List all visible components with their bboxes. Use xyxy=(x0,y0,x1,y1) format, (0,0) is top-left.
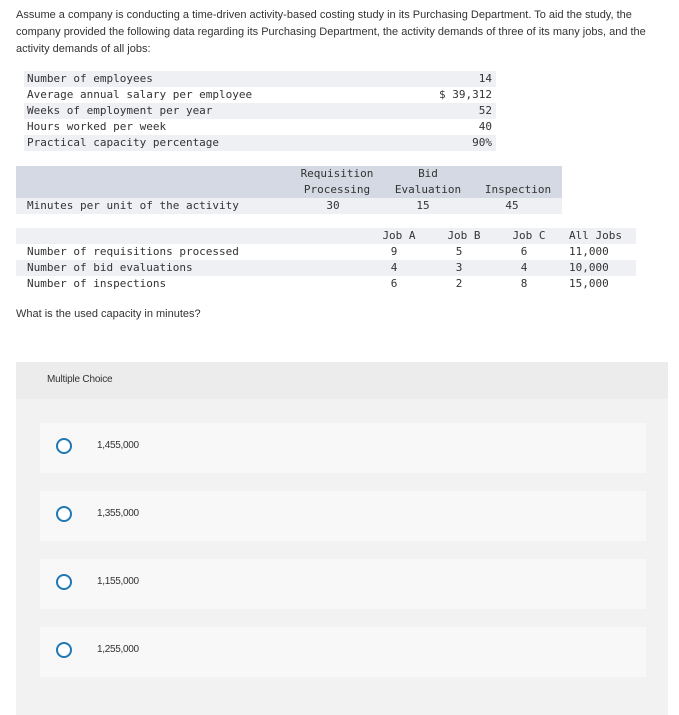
dept-row-label: Average annual salary per employee xyxy=(27,88,253,101)
cell-all-jobs: 11,000 xyxy=(569,245,609,258)
header-bid-evaluation: Bid Evaluation xyxy=(394,167,462,196)
cell-job-a: 4 xyxy=(390,261,398,274)
header-job-a: Job A xyxy=(382,229,416,242)
choice-option[interactable] xyxy=(40,559,646,609)
choice-label: 1,455,000 xyxy=(97,440,139,451)
dept-row xyxy=(24,71,496,87)
header-all-jobs: All Jobs xyxy=(569,229,622,242)
radio-button-icon[interactable] xyxy=(56,506,72,522)
dept-row xyxy=(24,87,496,103)
dept-row xyxy=(24,119,496,135)
multiple-choice-title: Multiple Choice xyxy=(47,374,113,385)
cell-job-c: 8 xyxy=(520,277,528,290)
choice-option[interactable] xyxy=(40,627,646,677)
header-requisition-processing: Requisition Processing xyxy=(300,167,374,196)
dept-row-label: Number of employees xyxy=(27,72,153,85)
choice-label: 1,355,000 xyxy=(97,508,139,519)
choice-label: 1,155,000 xyxy=(97,576,139,587)
dept-row-value: 40 xyxy=(478,120,492,133)
cell-all-jobs: 15,000 xyxy=(569,277,609,290)
dept-row xyxy=(24,103,496,119)
radio-button-icon[interactable] xyxy=(56,438,72,454)
minutes-requisition: 30 xyxy=(326,199,340,212)
header-inspection: Inspection xyxy=(484,183,552,196)
radio-button-icon[interactable] xyxy=(56,642,72,658)
cell-job-a: 9 xyxy=(390,245,398,258)
cell-job-a: 6 xyxy=(390,277,398,290)
jobs-row-label: Number of bid evaluations xyxy=(27,261,193,274)
dept-row-value: 52 xyxy=(478,104,492,117)
minutes-row-label: Minutes per unit of the activity xyxy=(27,199,239,212)
cell-job-b: 2 xyxy=(455,277,463,290)
dept-row-label: Hours worked per week xyxy=(27,120,167,133)
minutes-inspection: 45 xyxy=(505,199,519,212)
cell-all-jobs: 10,000 xyxy=(569,261,609,274)
header-job-c: Job C xyxy=(512,229,546,242)
dept-row-label: Weeks of employment per year xyxy=(27,104,213,117)
cell-job-b: 3 xyxy=(455,261,463,274)
jobs-row-label: Number of requisitions processed xyxy=(27,245,239,258)
question-prompt: What is the used capacity in minutes? xyxy=(16,308,201,320)
dept-row-label: Practical capacity percentage xyxy=(27,136,220,149)
choice-label: 1,255,000 xyxy=(97,644,139,655)
header-job-b: Job B xyxy=(447,229,481,242)
dept-row-value: 14 xyxy=(478,72,492,85)
dept-row-value: $ 39,312 xyxy=(439,88,492,101)
choice-option[interactable] xyxy=(40,423,646,473)
dept-row-value: 90% xyxy=(472,136,492,149)
minutes-bid: 15 xyxy=(416,199,430,212)
cell-job-b: 5 xyxy=(455,245,463,258)
choice-option[interactable] xyxy=(40,491,646,541)
multiple-choice-header xyxy=(16,362,668,399)
radio-button-icon[interactable] xyxy=(56,574,72,590)
cell-job-c: 4 xyxy=(520,261,528,274)
jobs-row-label: Number of inspections xyxy=(27,277,167,290)
question-intro: Assume a company is conducting a time-driven activity-based costing study in its Purchasing Department. To aid the study, the company provided the following data regarding its Purchasing Department, the activity demands of three of its many jobs, and the activity demands of all jobs: xyxy=(16,9,646,55)
dept-row xyxy=(24,135,496,151)
cell-job-c: 6 xyxy=(520,245,528,258)
